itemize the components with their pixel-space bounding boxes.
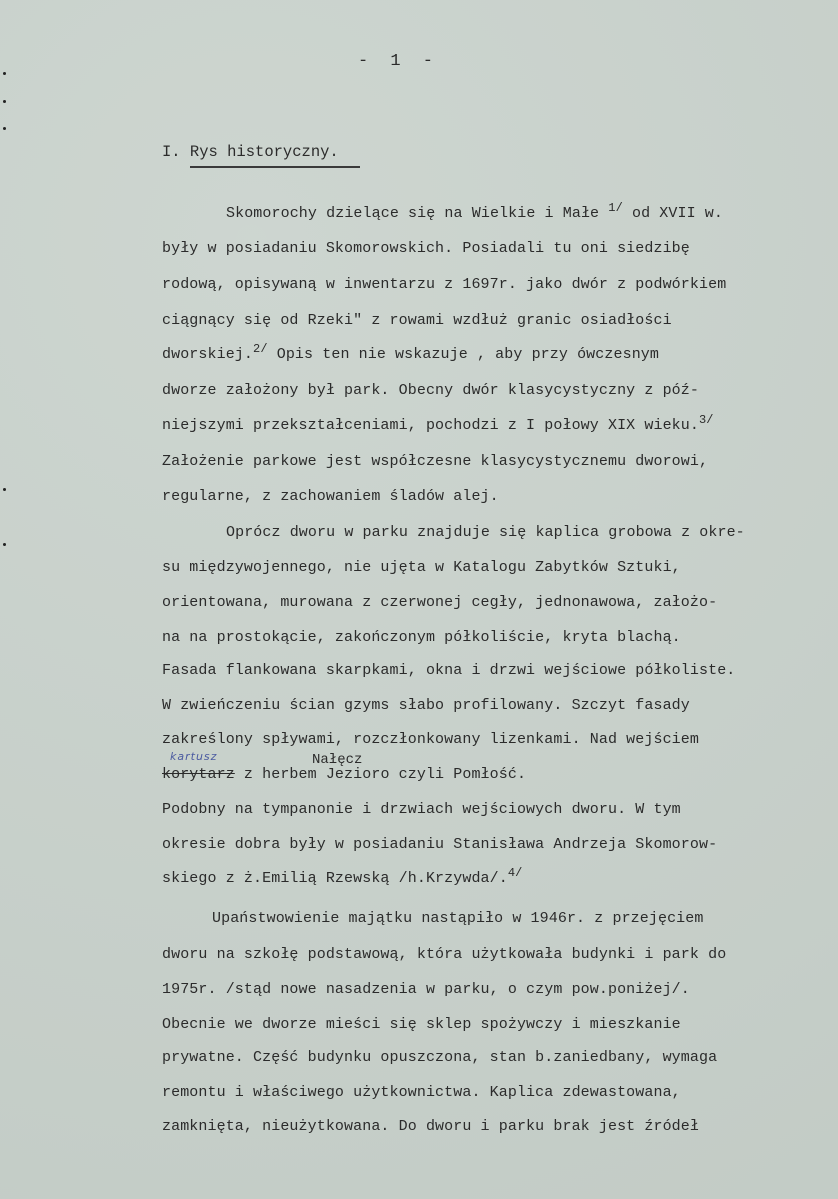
- typed-insertion: Nałęcz: [312, 752, 363, 768]
- text-line: dworze założony był park. Obecny dwór klasycystyczny z póź-: [162, 382, 699, 399]
- struck-word: korytarz: [162, 766, 235, 783]
- text-line: zamknięta, nieużytkowana. Do dworu i parku brak jest źródeł: [162, 1118, 699, 1135]
- heading-underline: [190, 166, 360, 168]
- text-line: korytarz z herbem Jezioro czyli Pomłość.: [162, 766, 527, 783]
- text-line: 1975r. /stąd nowe nasadzenia w parku, o czym pow.poniżej/.: [162, 981, 690, 998]
- footnote-ref: 3/: [699, 413, 714, 427]
- text-line: su międzywojennego, nie ujęta w Katalogu Zabytków Sztuki,: [162, 559, 681, 576]
- text-line: orientowana, murowana z czerwonej cegły, jednonawowa, założo-: [162, 594, 718, 611]
- section-heading: I. Rys historyczny.: [162, 143, 339, 161]
- footnote-ref: 1/: [608, 201, 623, 215]
- text-line: W zwieńczeniu ścian gzyms słabo profilowany. Szczyt fasady: [162, 697, 690, 714]
- margin-mark: [3, 488, 6, 491]
- text-line: były w posiadaniu Skomorowskich. Posiadali tu oni siedzibę: [162, 240, 690, 257]
- text-line: Oprócz dworu w parku znajduje się kaplica grobowa z okre-: [226, 524, 745, 541]
- footnote-ref: 2/: [253, 342, 268, 356]
- text-line: remontu i właściwego użytkownictwa. Kaplica zdewastowana,: [162, 1084, 681, 1101]
- text-line: okresie dobra były w posiadaniu Stanisława Andrzeja Skomorow-: [162, 836, 718, 853]
- text-line: niejszymi przekształceniami, pochodzi z I połowy XIX wieku.$^{3/}$: [162, 413, 714, 434]
- text-line: Podobny na tympanonie i drzwiach wejściowych dworu. W tym: [162, 801, 681, 818]
- text-line: dworu na szkołę podstawową, która użytkowała budynki i park do: [162, 946, 727, 963]
- text-line: Skomorochy dzielące się na Wielkie i Małe $^{1/}$ od XVII w.: [226, 201, 724, 222]
- text-line: Upaństwowienie majątku nastąpiło w 1946r. z przejęciem: [212, 910, 704, 927]
- text-line: na na prostokącie, zakończonym półkoliście, kryta blachą.: [162, 629, 681, 646]
- page-number: - 1 -: [358, 52, 440, 71]
- margin-mark: [3, 127, 6, 130]
- text-line: Obecnie we dworze mieści się sklep spożywczy i mieszkanie: [162, 1016, 681, 1033]
- margin-mark: [3, 100, 6, 103]
- text-line: prywatne. Część budynku opuszczona, stan b.zaniedbany, wymaga: [162, 1049, 718, 1066]
- text-line: skiego z ż.Emilią Rzewską /h.Krzywda/.$^{4/}$: [162, 866, 523, 887]
- margin-mark: [3, 72, 6, 75]
- text-line: rodową, opisywaną w inwentarzu z 1697r. jako dwór z podwórkiem: [162, 276, 727, 293]
- text-line: ciągnący się od Rzeki" z rowami wzdłuż granic osiadłości: [162, 312, 672, 329]
- text-line: zakreślony spływami, rozczłonkowany lizenkami. Nad wejściem: [162, 731, 699, 748]
- text-line: Fasada flankowana skarpkami, okna i drzwi wejściowe półkoliste.: [162, 662, 736, 679]
- text-line: Założenie parkowe jest współczesne klasycystycznemu dworowi,: [162, 453, 709, 470]
- footnote-ref: 4/: [507, 866, 523, 880]
- text-line: dworskiej.$^{2/}$ Opis ten nie wskazuje , aby przy ówczesnym: [162, 342, 659, 363]
- margin-mark: [3, 543, 6, 546]
- handwritten-correction: kartusz: [170, 750, 218, 763]
- text-line: regularne, z zachowaniem śladów alej.: [162, 488, 499, 505]
